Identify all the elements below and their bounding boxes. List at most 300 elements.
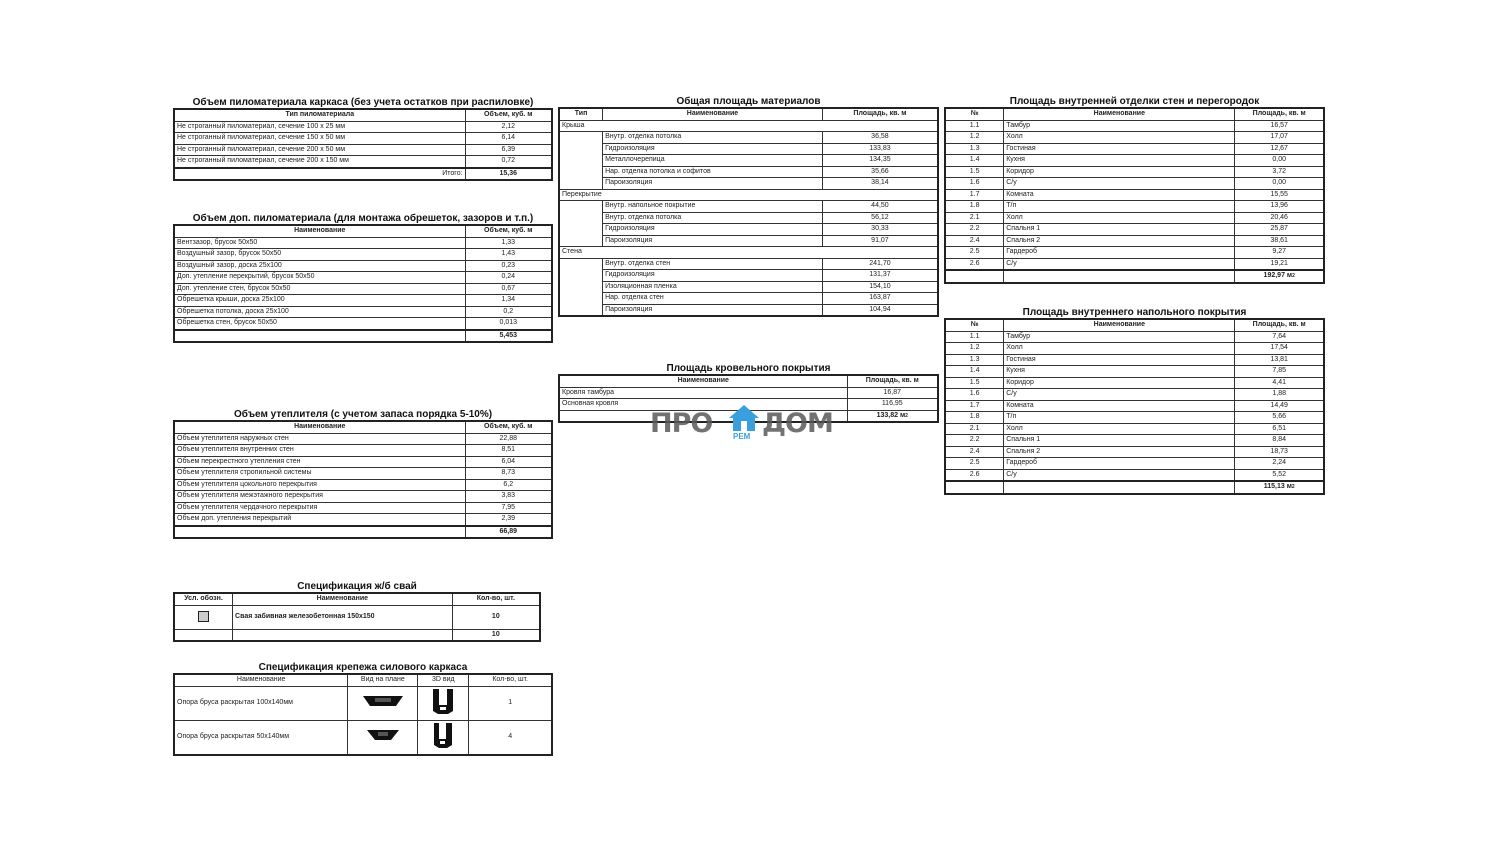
extra-lumber-table bbox=[173, 224, 553, 343]
col-header: Вид на плане bbox=[348, 674, 418, 686]
table-row bbox=[945, 178, 1324, 190]
table-row bbox=[559, 132, 938, 144]
total-row bbox=[174, 526, 552, 539]
cell-name: Холл bbox=[1004, 423, 1235, 435]
table-row bbox=[174, 433, 552, 445]
cell-name: Объем утеплителя цокольного перекрытия bbox=[174, 479, 465, 491]
cell-value: 131,37 bbox=[822, 270, 938, 282]
col-header: Наименование bbox=[233, 593, 453, 605]
total-number: 115,13 м bbox=[1263, 483, 1292, 491]
group-row bbox=[559, 247, 938, 259]
total-label: Итого: bbox=[174, 168, 465, 181]
table-row bbox=[174, 295, 552, 307]
table-row bbox=[945, 155, 1324, 167]
table-row bbox=[174, 456, 552, 468]
cell-name: Не строганный пиломатериал, сечение 150 x 50 мм bbox=[174, 133, 465, 145]
table-row bbox=[559, 293, 938, 305]
cell-number: 1.5 bbox=[945, 166, 1004, 178]
cell-number: 2.1 bbox=[945, 423, 1004, 435]
group-type: Перекрытие bbox=[559, 189, 938, 201]
col-header: Тип bbox=[559, 108, 603, 120]
cell-name: Обрешетка крыши, доска 25x100 bbox=[174, 295, 465, 307]
cell-value: 15,55 bbox=[1235, 189, 1324, 201]
cell-number: 1.4 bbox=[945, 366, 1004, 378]
col-header: Наименование bbox=[603, 108, 823, 120]
cell-value: 0,00 bbox=[1235, 155, 1324, 167]
cell-number: 2.5 bbox=[945, 458, 1004, 470]
cell-name: Гардероб bbox=[1004, 458, 1235, 470]
cell-name: Гидроизоляция bbox=[603, 143, 823, 155]
total-row bbox=[945, 481, 1324, 494]
cell-name: Внутр. отделка стен bbox=[603, 258, 823, 270]
cell-number: 1.6 bbox=[945, 389, 1004, 401]
cell-value: 1,34 bbox=[465, 295, 552, 307]
col-header: Площадь, кв. м bbox=[822, 108, 938, 120]
table-row bbox=[174, 237, 552, 249]
cell-value: 30,33 bbox=[822, 224, 938, 236]
house-icon bbox=[728, 404, 760, 432]
col-header: Наименование bbox=[174, 674, 348, 686]
watermark-sub: РЕМ bbox=[733, 432, 751, 441]
cell-name: Внутр. отделка потолка bbox=[603, 132, 823, 144]
cell-value: 38,61 bbox=[1235, 235, 1324, 247]
cell-value: 163,87 bbox=[822, 293, 938, 305]
table-row bbox=[945, 224, 1324, 236]
total-empty bbox=[1004, 270, 1235, 283]
cell-value: 241,70 bbox=[822, 258, 938, 270]
cell-value: 8,84 bbox=[1235, 435, 1324, 447]
piles-section bbox=[173, 581, 541, 642]
cell-value: 5,66 bbox=[1235, 412, 1324, 424]
cell-name: Доп. утепление стен, брусок 50x50 bbox=[174, 283, 465, 295]
cell-name: Гардероб bbox=[1004, 247, 1235, 259]
cell-value: 36,58 bbox=[822, 132, 938, 144]
cell-value: 91,07 bbox=[822, 235, 938, 247]
materials-section bbox=[558, 96, 939, 317]
cell-value: 7,64 bbox=[1235, 331, 1324, 343]
roofing-title: Площадь кровельного покрытия bbox=[666, 363, 831, 374]
cell-name: Объем утеплителя стропильной системы bbox=[174, 468, 465, 480]
cell-number: 1.4 bbox=[945, 155, 1004, 167]
cell-number: 2.5 bbox=[945, 247, 1004, 259]
square-pile-icon bbox=[198, 611, 209, 622]
cell-value: 3,72 bbox=[1235, 166, 1324, 178]
watermark-logo bbox=[648, 404, 848, 444]
col-header: Наименование bbox=[1004, 319, 1235, 331]
cell-value: 35,66 bbox=[822, 166, 938, 178]
fasteners-title: Спецификация крепежа силового каркаса bbox=[258, 662, 468, 673]
cell-value: 0,72 bbox=[465, 156, 552, 168]
table-row bbox=[945, 435, 1324, 447]
cell-name: Кухня bbox=[1004, 155, 1235, 167]
cell-name: Комната bbox=[1004, 400, 1235, 412]
cell-value: 2,24 bbox=[1235, 458, 1324, 470]
cell-name: Гидроизоляция bbox=[603, 224, 823, 236]
table-row bbox=[945, 469, 1324, 481]
col-header: Тип пиломатериала bbox=[174, 109, 465, 121]
cell-value: 1,43 bbox=[465, 249, 552, 261]
pile-symbol-cell bbox=[174, 605, 233, 629]
table-row bbox=[945, 377, 1324, 389]
table-row bbox=[174, 260, 552, 272]
cell-value: 12,67 bbox=[1235, 143, 1324, 155]
table-row bbox=[174, 502, 552, 514]
materials-table bbox=[558, 107, 939, 317]
cell-value: 0,2 bbox=[465, 306, 552, 318]
col-header: Кол-во, шт. bbox=[469, 674, 552, 686]
table-row bbox=[559, 224, 938, 236]
total-empty bbox=[945, 481, 1004, 494]
table-row bbox=[559, 281, 938, 293]
table-row bbox=[945, 366, 1324, 378]
cell-value: 6,2 bbox=[465, 479, 552, 491]
cell-name: Холл bbox=[1004, 132, 1235, 144]
insulation-table bbox=[173, 420, 553, 539]
table-row bbox=[559, 155, 938, 167]
total-empty bbox=[233, 629, 453, 641]
cell-name: Свая забивная железобетонная 150x150 bbox=[233, 605, 453, 629]
table-row bbox=[174, 156, 552, 168]
cell-name: Объем утеплителя межэтажного перекрытия bbox=[174, 491, 465, 503]
total-number: 133,82 м bbox=[876, 411, 906, 419]
cell-name: Объем перекрестного утепления стен bbox=[174, 456, 465, 468]
total-value bbox=[847, 410, 938, 422]
table-row bbox=[174, 445, 552, 457]
cell-name: Объем утеплителя чердачного перекрытия bbox=[174, 502, 465, 514]
table-row bbox=[559, 387, 938, 399]
cell-name: Объем утеплителя внутренних стен bbox=[174, 445, 465, 457]
cell-value: 1,88 bbox=[1235, 389, 1324, 401]
table-row bbox=[945, 166, 1324, 178]
cell-name: Спальня 1 bbox=[1004, 435, 1235, 447]
cell-value: 25,87 bbox=[1235, 224, 1324, 236]
table-row bbox=[945, 189, 1324, 201]
insulation-title: Объем утеплителя (с учетом запаса порядка 5-10%) bbox=[233, 409, 493, 420]
total-label bbox=[174, 330, 465, 343]
table-row bbox=[174, 249, 552, 261]
cell-number: 2.6 bbox=[945, 469, 1004, 481]
lumber-section bbox=[173, 97, 553, 181]
cell-value: 0,24 bbox=[465, 272, 552, 284]
cell-value: 4 bbox=[469, 720, 552, 755]
table-row bbox=[559, 201, 938, 213]
col-header: № bbox=[945, 319, 1004, 331]
total-label bbox=[174, 526, 465, 539]
floors-table bbox=[944, 318, 1325, 495]
table-row bbox=[174, 133, 552, 145]
table-row bbox=[945, 423, 1324, 435]
table-row bbox=[945, 446, 1324, 458]
cell-name: Тамбур bbox=[1004, 120, 1235, 132]
table-row bbox=[174, 491, 552, 503]
cell-value: 2,39 bbox=[465, 514, 552, 526]
cell-number: 2.6 bbox=[945, 258, 1004, 270]
cell-number: 1.6 bbox=[945, 178, 1004, 190]
cell-name: Не строганный пиломатериал, сечение 200 x 50 мм bbox=[174, 144, 465, 156]
cell-name: Внутр. напольное покрытие bbox=[603, 201, 823, 213]
cell-number: 1.2 bbox=[945, 343, 1004, 355]
cell-value: 4,41 bbox=[1235, 377, 1324, 389]
col-header: Площадь, кв. м bbox=[847, 375, 938, 387]
table-row bbox=[174, 686, 552, 720]
piles-table bbox=[173, 592, 541, 642]
table-row bbox=[945, 458, 1324, 470]
cell-value: 14,49 bbox=[1235, 400, 1324, 412]
col-header: № bbox=[945, 108, 1004, 120]
bracket-3d-icon bbox=[418, 686, 469, 720]
lumber-title: Объем пиломатериала каркаса (без учета остатков при распиловке) bbox=[192, 97, 534, 108]
cell-name: Комната bbox=[1004, 189, 1235, 201]
watermark-text-right: ДОМ bbox=[762, 408, 833, 439]
table-row bbox=[559, 143, 938, 155]
cell-name: Холл bbox=[1004, 212, 1235, 224]
cell-name: Обрешетка потолка, доска 25x100 bbox=[174, 306, 465, 318]
cell-name: Опора бруса раскрытая 50x140мм bbox=[174, 720, 348, 755]
bracket-plan-icon bbox=[348, 686, 418, 720]
cell-value: 0,23 bbox=[465, 260, 552, 272]
col-header: Площадь, кв. м bbox=[1235, 319, 1324, 331]
total-row bbox=[174, 168, 552, 181]
cell-value: 0,00 bbox=[1235, 178, 1324, 190]
cell-name: Гидроизоляция bbox=[603, 270, 823, 282]
cell-name: Вентзазор, брусок 50x50 bbox=[174, 237, 465, 249]
cell-name: Кухня bbox=[1004, 366, 1235, 378]
cell-value: 13,81 bbox=[1235, 354, 1324, 366]
cell-value: 2,12 bbox=[465, 121, 552, 133]
cell-name: Коридор bbox=[1004, 166, 1235, 178]
cell-value: 5,52 bbox=[1235, 469, 1324, 481]
table-row bbox=[945, 354, 1324, 366]
total-value: 15,36 bbox=[465, 168, 552, 181]
cell-name: Изоляционная пленка bbox=[603, 281, 823, 293]
cell-value: 133,83 bbox=[822, 143, 938, 155]
floors-title: Площадь внутреннего напольного покрытия bbox=[1022, 307, 1247, 318]
total-empty bbox=[174, 629, 233, 641]
cell-name: Доп. утепление перекрытий, брусок 50x50 bbox=[174, 272, 465, 284]
table-row bbox=[559, 178, 938, 190]
cell-name: С/у bbox=[1004, 469, 1235, 481]
cell-name: Пароизоляция bbox=[603, 235, 823, 247]
cell-name: Объем утеплителя наружных стен bbox=[174, 433, 465, 445]
table-row bbox=[945, 212, 1324, 224]
table-row bbox=[174, 144, 552, 156]
unit-superscript: 2 bbox=[905, 412, 908, 419]
cell-value: 20,46 bbox=[1235, 212, 1324, 224]
cell-value: 17,54 bbox=[1235, 343, 1324, 355]
cell-value: 1 bbox=[469, 686, 552, 720]
col-header: Площадь, кв. м bbox=[1235, 108, 1324, 120]
walls-section bbox=[944, 96, 1325, 284]
group-spacer bbox=[559, 132, 603, 190]
col-header: Объем, куб. м bbox=[465, 225, 552, 237]
cell-value: 17,07 bbox=[1235, 132, 1324, 144]
group-row bbox=[559, 189, 938, 201]
col-header: Объем, куб. м bbox=[465, 109, 552, 121]
cell-number: 1.2 bbox=[945, 132, 1004, 144]
cell-value: 44,50 bbox=[822, 201, 938, 213]
group-spacer bbox=[559, 201, 603, 247]
cell-value: 0,67 bbox=[465, 283, 552, 295]
table-row bbox=[559, 304, 938, 316]
fasteners-table bbox=[173, 673, 553, 756]
cell-value: 104,94 bbox=[822, 304, 938, 316]
table-row bbox=[174, 514, 552, 526]
cell-value: 18,73 bbox=[1235, 446, 1324, 458]
cell-name: Нар. отделка стен bbox=[603, 293, 823, 305]
table-row bbox=[174, 720, 552, 755]
cell-number: 2.4 bbox=[945, 235, 1004, 247]
total-value: 66,89 bbox=[465, 526, 552, 539]
col-header: Объем, куб. м bbox=[465, 421, 552, 433]
table-row bbox=[174, 468, 552, 480]
bracket-3d-icon bbox=[418, 720, 469, 755]
cell-name: Внутр. отделка потолка bbox=[603, 212, 823, 224]
cell-name: Тамбур bbox=[1004, 331, 1235, 343]
table-row bbox=[945, 143, 1324, 155]
cell-value: 16,87 bbox=[847, 387, 938, 399]
cell-value: 9,27 bbox=[1235, 247, 1324, 259]
cell-value: 134,35 bbox=[822, 155, 938, 167]
cell-name: С/у bbox=[1004, 389, 1235, 401]
col-header: Наименование bbox=[174, 421, 465, 433]
cell-number: 1.1 bbox=[945, 331, 1004, 343]
cell-value: 6,51 bbox=[1235, 423, 1324, 435]
cell-value: 22,88 bbox=[465, 433, 552, 445]
cell-name: С/у bbox=[1004, 178, 1235, 190]
cell-name: Холл bbox=[1004, 343, 1235, 355]
cell-value: 10 bbox=[452, 605, 540, 629]
cell-name: Пароизоляция bbox=[603, 178, 823, 190]
cell-name: Основная кровля bbox=[559, 399, 847, 411]
cell-value: 8,51 bbox=[465, 445, 552, 457]
cell-number: 2.4 bbox=[945, 446, 1004, 458]
cell-name: Гостиная bbox=[1004, 354, 1235, 366]
cell-name: Т/п bbox=[1004, 201, 1235, 213]
col-header: Усл. обозн. bbox=[174, 593, 233, 605]
table-row bbox=[945, 235, 1324, 247]
group-row bbox=[559, 120, 938, 132]
cell-value: 56,12 bbox=[822, 212, 938, 224]
col-header: Наименование bbox=[174, 225, 465, 237]
total-row bbox=[174, 629, 540, 641]
table-row bbox=[174, 605, 540, 629]
cell-number: 1.8 bbox=[945, 412, 1004, 424]
cell-value: 16,57 bbox=[1235, 120, 1324, 132]
total-value: 10 bbox=[452, 629, 540, 641]
cell-number: 2.2 bbox=[945, 435, 1004, 447]
total-value: 5,453 bbox=[465, 330, 552, 343]
table-row bbox=[174, 318, 552, 330]
cell-value: 116,95 bbox=[847, 399, 938, 411]
unit-superscript: 2 bbox=[1292, 273, 1295, 280]
cell-name: Объем доп. утепления перекрытий bbox=[174, 514, 465, 526]
cell-name: Воздушный зазор, доска 25x100 bbox=[174, 260, 465, 272]
table-row bbox=[945, 258, 1324, 270]
materials-title: Общая площадь материалов bbox=[676, 96, 821, 107]
cell-name: Спальня 1 bbox=[1004, 224, 1235, 236]
cell-name: Металлочерепица bbox=[603, 155, 823, 167]
cell-value: 19,21 bbox=[1235, 258, 1324, 270]
floors-section bbox=[944, 307, 1325, 495]
cell-name: Гостиная bbox=[1004, 143, 1235, 155]
total-empty bbox=[945, 270, 1004, 283]
table-row bbox=[945, 120, 1324, 132]
table-row bbox=[945, 247, 1324, 259]
cell-name: С/у bbox=[1004, 258, 1235, 270]
cell-number: 1.3 bbox=[945, 354, 1004, 366]
cell-name: Нар. отделка потолка и софитов bbox=[603, 166, 823, 178]
cell-value: 8,73 bbox=[465, 468, 552, 480]
table-row bbox=[174, 283, 552, 295]
total-empty bbox=[1004, 481, 1235, 494]
fasteners-section bbox=[173, 662, 553, 756]
cell-name: Не строганный пиломатериал, сечение 100 x 25 мм bbox=[174, 121, 465, 133]
col-header: Кол-во, шт. bbox=[452, 593, 540, 605]
cell-value: 154,10 bbox=[822, 281, 938, 293]
cell-number: 1.1 bbox=[945, 120, 1004, 132]
cell-name: Кровля тамбура bbox=[559, 387, 847, 399]
walls-table bbox=[944, 107, 1325, 284]
cell-value: 0,013 bbox=[465, 318, 552, 330]
table-row bbox=[945, 201, 1324, 213]
cell-number: 1.3 bbox=[945, 143, 1004, 155]
group-spacer bbox=[559, 258, 603, 316]
cell-value: 7,85 bbox=[1235, 366, 1324, 378]
bracket-plan-icon bbox=[348, 720, 418, 755]
table-row bbox=[174, 306, 552, 318]
cell-number: 1.8 bbox=[945, 201, 1004, 213]
unit-superscript: 2 bbox=[1291, 484, 1295, 491]
cell-name: Т/п bbox=[1004, 412, 1235, 424]
watermark-text-left: ПРО bbox=[650, 408, 713, 439]
lumber-table bbox=[173, 108, 553, 181]
cell-name: Спальня 2 bbox=[1004, 235, 1235, 247]
table-row bbox=[559, 235, 938, 247]
total-value bbox=[1235, 481, 1324, 494]
cell-value: 6,04 bbox=[465, 456, 552, 468]
group-type: Крыша bbox=[559, 120, 938, 132]
table-row bbox=[945, 400, 1324, 412]
table-row bbox=[174, 121, 552, 133]
cell-name: Не строганный пиломатериал, сечение 200 x 150 мм bbox=[174, 156, 465, 168]
cell-name: Коридор bbox=[1004, 377, 1235, 389]
extra-lumber-section bbox=[173, 213, 553, 343]
total-row bbox=[945, 270, 1324, 283]
col-header: Наименование bbox=[1004, 108, 1235, 120]
insulation-section bbox=[173, 409, 553, 539]
cell-name: Пароизоляция bbox=[603, 304, 823, 316]
table-row bbox=[945, 331, 1324, 343]
col-header: Наименование bbox=[559, 375, 847, 387]
walls-title: Площадь внутренней отделки стен и перегородок bbox=[1009, 96, 1260, 107]
cell-value: 13,96 bbox=[1235, 201, 1324, 213]
table-row bbox=[945, 132, 1324, 144]
table-row bbox=[945, 412, 1324, 424]
cell-value: 6,14 bbox=[465, 133, 552, 145]
cell-value: 1,33 bbox=[465, 237, 552, 249]
total-value bbox=[1235, 270, 1324, 283]
table-row bbox=[945, 343, 1324, 355]
total-number: 192,97 м bbox=[1263, 272, 1293, 280]
table-row bbox=[174, 272, 552, 284]
cell-number: 1.7 bbox=[945, 400, 1004, 412]
cell-number: 1.7 bbox=[945, 189, 1004, 201]
piles-title: Спецификация ж/б свай bbox=[297, 581, 417, 592]
cell-name: Обрешетка стен, брусок 50x50 bbox=[174, 318, 465, 330]
cell-value: 3,83 bbox=[465, 491, 552, 503]
cell-number: 2.1 bbox=[945, 212, 1004, 224]
cell-name: Спальня 2 bbox=[1004, 446, 1235, 458]
